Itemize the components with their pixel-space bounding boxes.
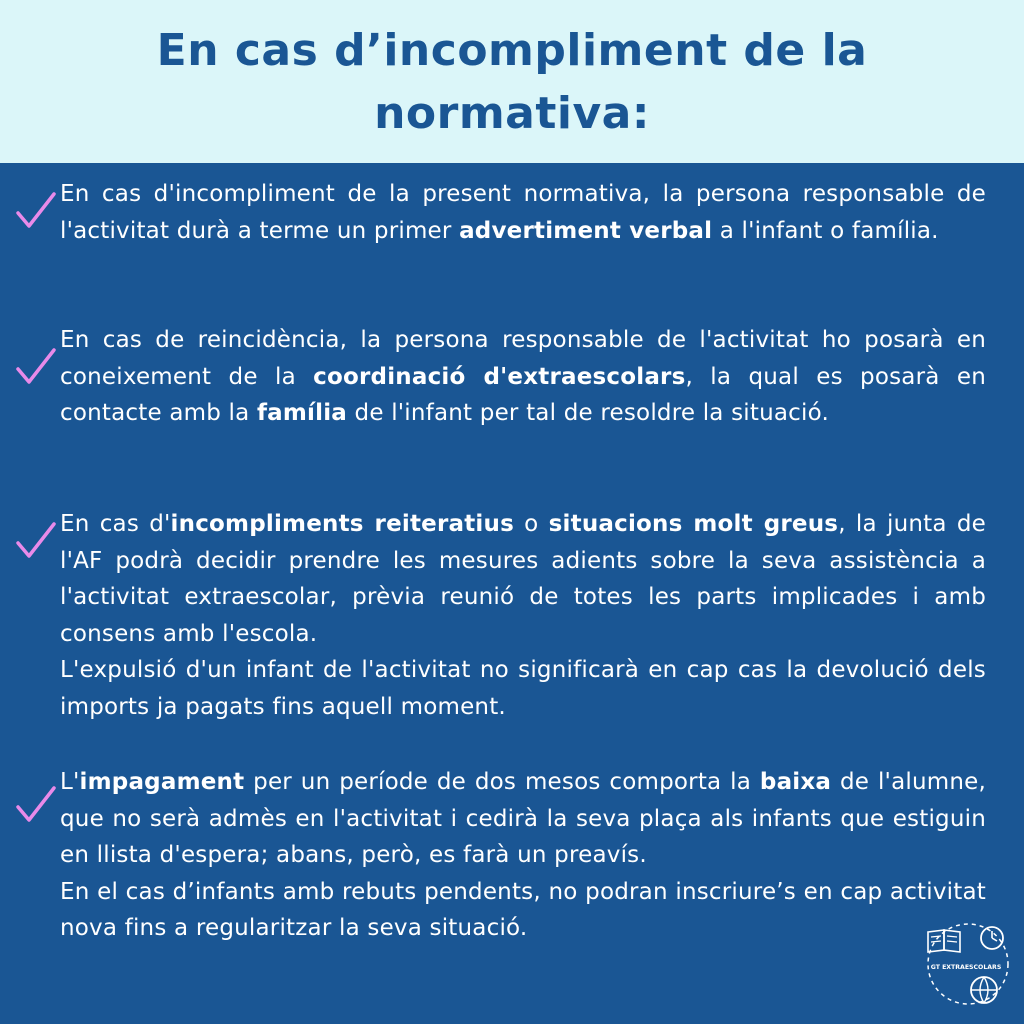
text-segment: per un període de dos mesos comporta la xyxy=(244,769,760,795)
highlight-text: advertiment verbal xyxy=(459,217,713,244)
text-segment: o xyxy=(513,511,549,537)
text-segment: L'expulsió d'un infant de l'activitat no significarà en cap cas la devolució dels imports ja pagats fins aquell moment. xyxy=(60,657,986,720)
text-segment: a l'infant o família. xyxy=(712,217,939,244)
highlight-text: incompliments reiteratius xyxy=(170,511,514,537)
text-segment: L' xyxy=(60,769,80,795)
check-icon xyxy=(14,344,58,388)
text-segment: de l'alumne, que no serà admès en l'activitat i cedirà la seva plaça als infants que estiguin en llista d'espera; abans, però, es farà un preavís. xyxy=(60,769,986,868)
text-segment: , la qual es posarà en contacte amb la xyxy=(60,363,986,426)
clock-icon xyxy=(981,927,1003,949)
highlight-text: baixa xyxy=(759,769,832,795)
page-title: En cas d’incompliment de la normativa: xyxy=(156,24,868,139)
rule-text xyxy=(60,322,986,432)
text-segment: En el cas d’infants amb rebuts pendents, no podran inscriure’s en cap activitat nova fins a regularitzar la seva situació. xyxy=(60,878,986,941)
check-icon xyxy=(14,188,58,232)
logo-text: GT EXTRAESCOLARS xyxy=(930,964,1002,971)
rule-text xyxy=(60,176,986,249)
rule-text xyxy=(60,506,986,725)
basketball-icon xyxy=(971,977,997,1003)
rule-text xyxy=(60,764,986,947)
highlight-text: impagament xyxy=(79,769,245,795)
text-segment: En cas de reincidència, la persona responsable de l'activitat ho posarà en coneixement de la xyxy=(60,327,986,390)
book-icon xyxy=(928,930,960,952)
text-segment: En cas d' xyxy=(60,511,171,537)
text-segment: , la junta de l'AF podrà decidir prendre les mesures adients sobre la seva assistència a l'activitat extraescolar, prèvia reunió de totes les parts implicades i amb consens amb l'escola. xyxy=(60,511,986,647)
check-icon xyxy=(14,518,58,562)
highlight-text: coordinació d'extraescolars xyxy=(313,363,686,390)
header-banner xyxy=(0,0,1024,163)
gt-extraescolars-logo xyxy=(922,918,1014,1010)
check-icon xyxy=(14,782,58,826)
text-segment: de l'infant per tal de resoldre la situació. xyxy=(347,400,829,426)
text-segment: En cas d'incompliment de la present normativa, la persona responsable de l'activitat durà a terme un primer xyxy=(60,181,986,244)
highlight-text: situacions molt greus xyxy=(548,511,839,537)
highlight-text: família xyxy=(256,400,348,426)
